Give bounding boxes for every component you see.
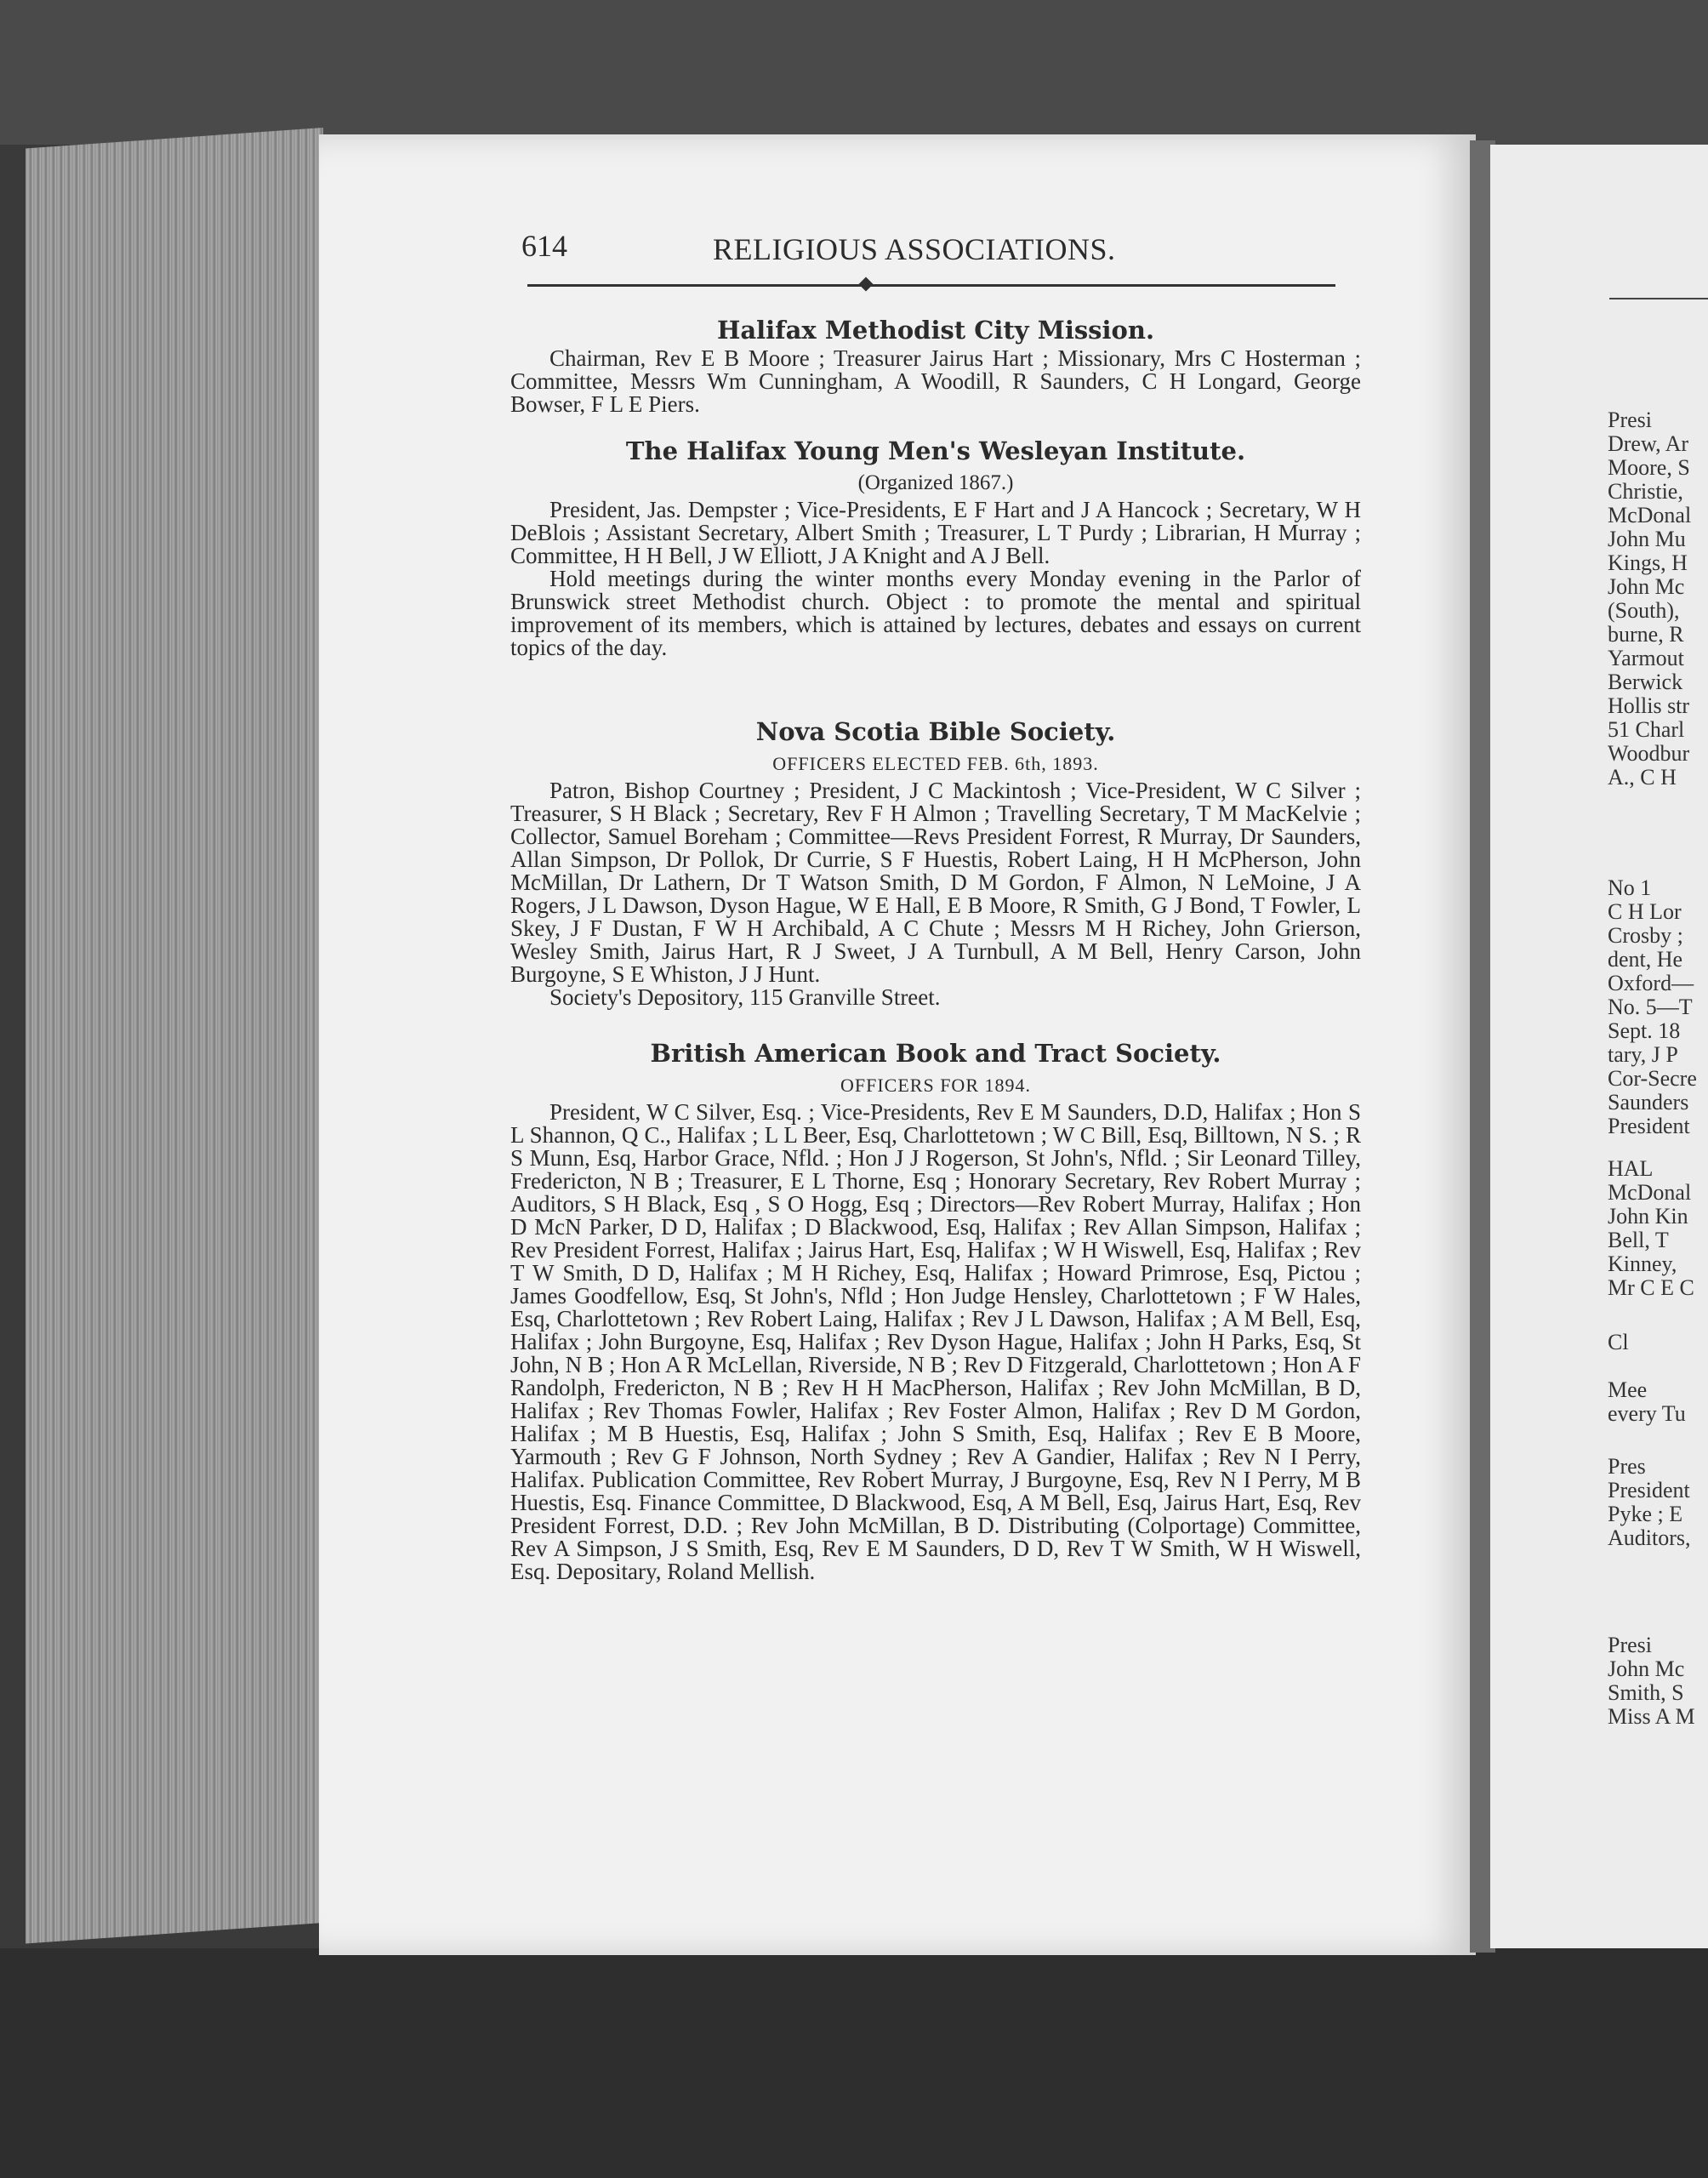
right-page-line: Presi <box>1608 1633 1652 1657</box>
right-page-line: President <box>1608 1114 1690 1138</box>
section-title: Halifax Methodist City Mission. <box>716 316 1155 345</box>
running-head: RELIGIOUS ASSOCIATIONS. <box>713 232 1116 266</box>
right-page-line: President <box>1608 1478 1690 1502</box>
section-body-2: Hold meetings during the winter months every Monday evening in the Parlor of Brunswick street Methodist church. Object : to promote the mental and spiritual improvement of its members, which is attained by lectures, debates and essays on current topics of the day. <box>510 566 1361 660</box>
section-title: Nova Scotia Bible Society. <box>755 717 1116 746</box>
section-body: President, Jas. Dempster ; Vice-Presidents, E F Hart and J A Hancock ; Secretary, W H DeBlois ; Assistant Secretary, Albert Smith ; Treasurer, L T Purdy ; Librarian, H Murray ; Committee, H H Bell, J W Elliott, J A Knight and A J Bell. <box>510 497 1361 568</box>
page-number: 614 <box>521 229 567 263</box>
right-page-line: tary, J P <box>1608 1042 1678 1067</box>
section-body: Patron, Bishop Courtney ; President, J C Mackintosh ; Vice-President, W C Silver ; Treasurer, S H Black ; Secretary, Rev F H Almon ; Travelling Secretary, T M MacKelvie ; Collector, Samuel Boreham ; Committee—Revs President Forrest, R Murray, Dr Saunders, Allan Simpson, Dr Pollok, Dr Currie, S F Huestis, Robert Laing, H H McPherson, John McMillan, Dr Lathern, Dr T Watson Smith, D M Gordon, F Almon, N LeMoine, J A Rogers, J L Dawson, Dyson Hague, W E Hall, E B Moore, R Smith, G J Bond, T Fowler, L Skey, J F Dustan, F W H Archibald, A C Chute ; Messrs M H Richey, John Grierson, Wesley Smith, Jairus Hart, R J Sweet, J A Turnbull, A M Bell, Henry Carson, John Burgoyne, S E Whiston, J J Hunt. <box>510 778 1361 987</box>
right-page-line: Bell, T <box>1608 1228 1669 1252</box>
section-book-tract-society <box>510 1036 1361 1583</box>
section-bible-society <box>510 715 1361 1009</box>
page-edges <box>26 128 323 1943</box>
right-page-line: Kings, H <box>1608 550 1688 575</box>
right-page-line: Yarmout <box>1608 646 1684 670</box>
section-body-2: Society's Depository, 115 Granville Street. <box>549 984 941 1010</box>
section-city-mission <box>510 313 1361 416</box>
section-body: President, W C Silver, Esq. ; Vice-Presidents, Rev E M Saunders, D.D, Halifax ; Hon S L Shannon, Q C., Halifax ; L L Beer, Esq, Charlottetown ; W C Bill, Esq, Billtown, N S. ; R S Munn, Esq, Harbor Grace, Nfld. ; Hon J J Rogerson, St John's, Nfld. ; Sir Leonard Tilley, Fredericton, N B ; Treasurer, E L Thorne, Esq ; Honorary Secretary, Rev Robert Murray ; Auditors, S H Black, Esq , S O Hogg, Esq ; Directors—Rev Robert Murray, Halifax ; Hon D McN Parker, D D, Halifax ; D Blackwood, Esq, Halifax ; Rev Allan Simpson, Halifax ; Rev President Forrest, Halifax ; Jairus Hart, Esq, Halifax ; W H Wiswell, Esq, Halifax ; Rev T W Smith, D D, Halifax ; M H Richey, Esq, Halifax ; Howard Primrose, Esq, Pictou ; James Goodfellow, Esq, St John's, Nfld ; Hon Judge Hensley, Charlottetown ; F W Hales, Esq, Charlottetown ; Rev Robert Laing, Halifax ; Rev J L Dawson, Halifax ; A M Bell, Esq, Halifax ; John Burgoyne, Esq, Halifax ; Rev Dyson Hague, Halifax ; John H Parks, Esq, St John, N B ; Hon A R McLellan, Riverside, N B ; Rev D Fitzgerald, Charlottetown ; Hon A F Randolph, Fredericton, N B ; Rev H H MacPherson, Halifax ; Rev John McMillan, B D, Halifax ; Rev Thomas Fowler, Halifax ; Rev Foster Almon, Halifax ; Rev D M Gordon, Halifax ; M B Huestis, Esq, Halifax ; John S Smith, Esq, Halifax ; Rev E B Moore, Yarmouth ; Rev G F Johnson, North Sydney ; Rev A Gandier, Halifax ; Rev N I Perry, Halifax. Publication Committee, Rev Robert Murray, J Burgoyne, Esq, Rev N I Perry, M B Huestis, Esq. Finance Committee, D Blackwood, Esq, A M Bell, Esq, Jairus Hart, Esq, Rev President Forrest, D.D. ; Rev John McMillan, B D. Distributing (Colportage) Committee, Rev A Simpson, J S Smith, Esq, Rev E M Saunders, D D, Rev T W Smith, W H Wiswell, Esq. Depositary, Roland Mellish. <box>510 1099 1361 1584</box>
background-top <box>0 0 1708 145</box>
right-page-line: Woodbur <box>1608 741 1690 766</box>
right-header-rule <box>1609 298 1708 299</box>
section-title: The Halifax Young Men's Wesleyan Institute. <box>625 436 1246 465</box>
right-page-line: Moore, S <box>1608 455 1690 480</box>
right-page-line: every Tu <box>1608 1401 1686 1426</box>
right-page-line: Mee <box>1608 1377 1648 1402</box>
right-page-line: Smith, S <box>1608 1680 1684 1705</box>
right-page-line: No. 5—T <box>1608 995 1693 1019</box>
section-title: British American Book and Tract Society. <box>650 1039 1221 1068</box>
section-body: Chairman, Rev E B Moore ; Treasurer Jairus Hart ; Missionary, Mrs C Hosterman ; Committee, Messrs Wm Cunningham, A Woodill, R Saunders, C H Longard, George Bowser, F L E Piers. <box>510 345 1361 417</box>
right-page-line: John Mu <box>1608 527 1686 551</box>
section-subtitle: OFFICERS ELECTED FEB. 6th, 1893. <box>772 753 1099 774</box>
right-page-line: Pyke ; E <box>1608 1502 1683 1526</box>
right-page-line: Miss A M <box>1608 1704 1695 1729</box>
right-page-line: Cl <box>1608 1330 1629 1354</box>
right-page-line: (South), <box>1608 598 1680 623</box>
right-page-line: John Mc <box>1608 1656 1685 1681</box>
right-page-line: John Kin <box>1608 1204 1688 1229</box>
right-page-line: Hollis str <box>1608 693 1690 718</box>
right-page-line: C H Lor <box>1608 899 1682 924</box>
right-page-line: Christie, <box>1608 479 1683 504</box>
right-page-line: Saunders <box>1608 1090 1689 1115</box>
right-page-line: No 1 <box>1608 875 1652 900</box>
right-page-line: Pres <box>1608 1454 1646 1479</box>
right-page-line: McDonal <box>1608 503 1692 527</box>
background-bottom <box>0 1948 1708 2178</box>
right-page-line: HAL <box>1608 1156 1654 1181</box>
right-page-line: Berwick <box>1608 670 1683 694</box>
section-subtitle: (Organized 1867.) <box>857 471 1014 494</box>
right-page-line: A., C H <box>1608 765 1677 790</box>
right-page-line: Presi <box>1608 408 1652 432</box>
right-page-line: Crosby ; <box>1608 923 1683 948</box>
right-page-line: McDonal <box>1608 1180 1692 1205</box>
right-page-line: Mr C E C <box>1608 1275 1694 1300</box>
right-page-line: Sept. 18 <box>1608 1018 1681 1043</box>
right-page-line: Auditors, <box>1608 1525 1691 1550</box>
right-page-line: Oxford— <box>1608 971 1694 995</box>
right-page-line: dent, He <box>1608 947 1683 972</box>
right-page-line: Drew, Ar <box>1608 431 1689 456</box>
right-page-line: 51 Charl <box>1608 717 1685 742</box>
section-subtitle: OFFICERS FOR 1894. <box>840 1075 1031 1096</box>
right-page-line: Kinney, <box>1608 1251 1677 1276</box>
right-page-line: burne, R <box>1608 622 1684 647</box>
right-page-line: Cor-Secre <box>1608 1066 1697 1091</box>
header-rule <box>527 284 1335 287</box>
section-wesleyan-institute <box>510 434 1361 659</box>
right-page-line: John Mc <box>1608 574 1685 599</box>
